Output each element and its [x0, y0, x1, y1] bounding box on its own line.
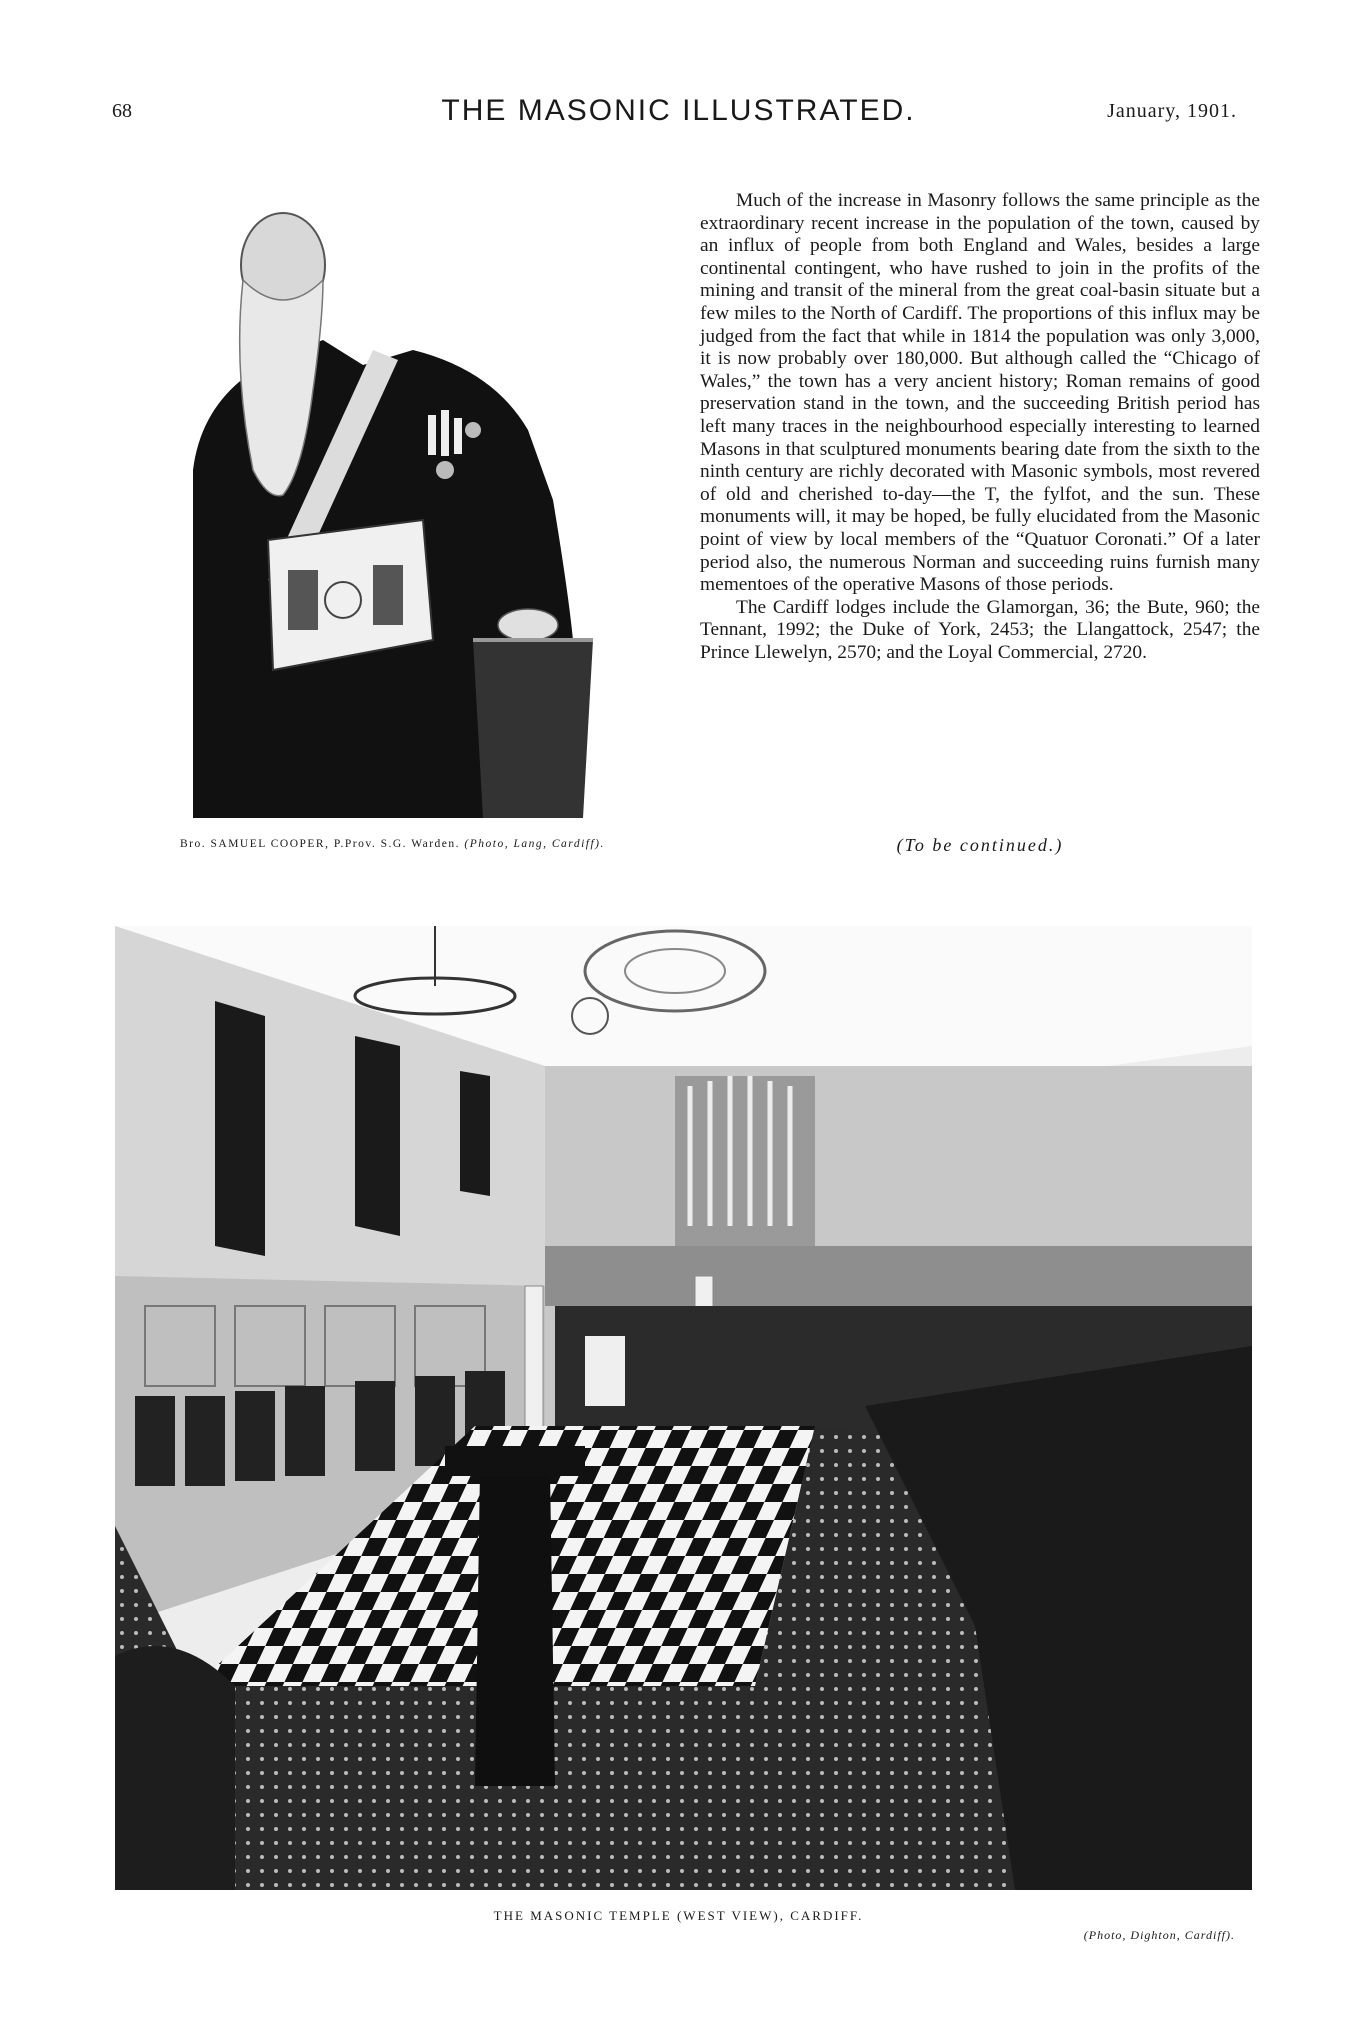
portrait-photo-credit: (Photo, Lang, Cardiff). — [464, 838, 605, 850]
temple-photo-credit: (Photo, Dighton, Cardiff). — [1083, 1928, 1235, 1942]
portrait-caption-text: Bro. SAMUEL COOPER, P.Prov. S.G. Warden. — [180, 838, 461, 850]
running-title: THE MASONIC ILLUSTRATED. — [441, 94, 916, 127]
portrait-photo — [173, 170, 598, 818]
temple-caption: THE MASONIC TEMPLE (WEST VIEW), CARDIFF. — [493, 1908, 864, 1923]
page-number: 68 — [112, 100, 132, 122]
issue-date: January, 1901. — [1107, 100, 1237, 122]
temple-photo — [115, 926, 1252, 1890]
portrait-caption — [180, 838, 620, 850]
to-be-continued: (To be continued.) — [896, 835, 1064, 855]
article-paragraph: The Cardiff lodges include the Glamorgan, 36; the Bute, 960; the Tennant, 1992; the Duke of York, 2453; the Llangattock, 2547; the Prince Llewelyn, 2570; and the Loyal Commercial, 2720. — [700, 596, 1260, 663]
article-paragraph: Much of the increase in Masonry follows the same principle as the extraordinary recent increase in the population of the town, caused by an influx of people from both England and Wales, besides a large continental contingent, who have rushed to join in the profits of the mining and transit of the mineral from the great coal-basin situate but a few miles to the North of Cardiff. The proportions of this influx may be judged from the fact that while in 1814 the population was only 3,000, it is now probably over 180,000. But although called the “Chicago of Wales,” the town has a very ancient history; Roman remains of good preservation stand in the town, and the succeeding British period has left many traces in the neighbourhood especially interesting to learned Masons in that sculptured monuments bearing date from the sixth to the ninth century are richly decorated with Masonic symbols, most revered of old and cherished to-day—the T, the fylfot, and the sun. These monuments will, it may be hoped, be fully elucidated from the Masonic point of view by local members of the “Quatuor Coronati.” Of a later period also, the numerous Norman and succeeding ruins furnish many mementoes of the operative Masons of those periods. — [700, 190, 1260, 596]
article-text — [700, 190, 1260, 664]
